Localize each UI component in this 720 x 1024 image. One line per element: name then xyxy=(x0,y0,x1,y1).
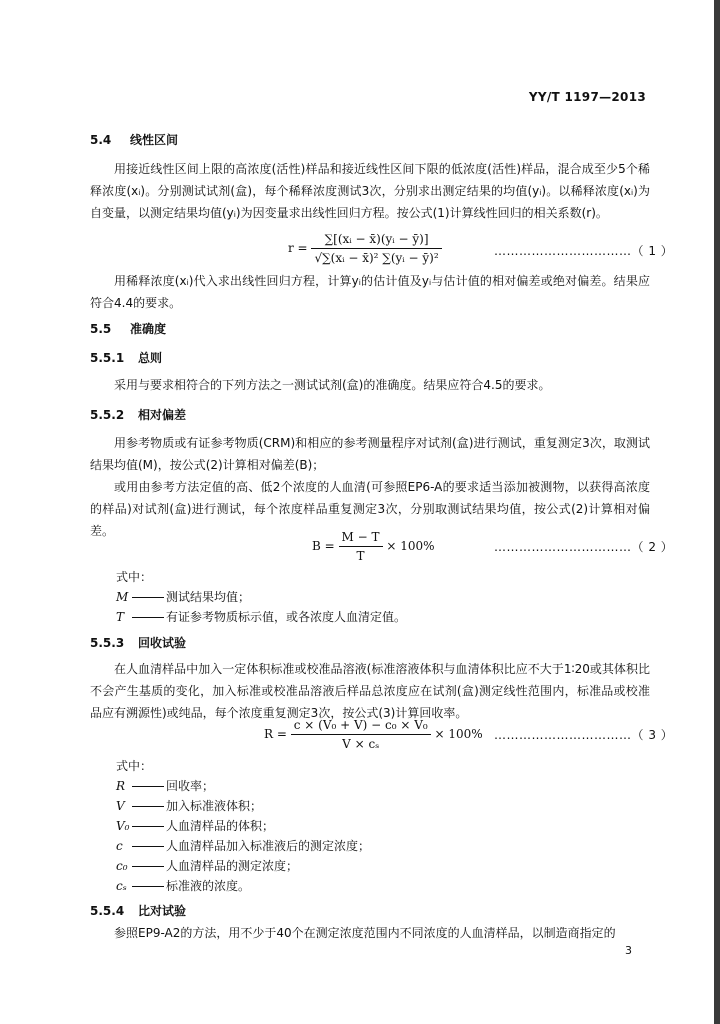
equation-number-1: ……………………………（ 1 ） xyxy=(494,244,674,258)
definition-cs xyxy=(116,877,250,894)
section-5-5-3-paragraph: 在人血清样品中加入一定体积标准或校准品溶液(标准溶液体积与血清体积比应不大于1∶20或其体积比不会产生基质的变化，加入标准或校准品溶液后样品总浓度应在试剂(盒)测定线性范围内，标准品或校准品应有溯源性)或纯品，每个浓度重复测定3次，按公式(3)计算回收率。 xyxy=(90,662,650,720)
section-5-5-heading xyxy=(90,320,166,337)
section-5-5-3-heading xyxy=(90,634,186,651)
where-label-2: 式中： xyxy=(116,570,153,584)
formula-3-denominator: V × cₛ xyxy=(342,737,380,751)
definition-symbol: V xyxy=(116,799,125,813)
section-5-5-2-paragraph-2: 或用由参考方法定值的高、低2个浓度的人血清(可参照EP6-A的要求适当添加被测物，以获得高浓度的样品)对试剂(盒)进行测试，每个浓度样品重复测定3次，分别取测试结果均值，按公式(2)计算相对偏差。 xyxy=(90,480,650,538)
formula-3-fraction xyxy=(291,718,431,751)
section-number: 5.5.3 xyxy=(90,636,125,650)
section-5-5-1-heading xyxy=(90,349,162,366)
formula-1-numerator: ∑[(xᵢ − x̄)(yᵢ − ȳ)] xyxy=(311,232,441,249)
section-5-5-2-heading xyxy=(90,406,186,423)
definition-text: 测试结果均值； xyxy=(166,590,251,604)
formula-1-denominator: √∑(xᵢ − x̄)² ∑(yᵢ − ȳ)² xyxy=(314,251,439,265)
section-title: 总则 xyxy=(138,351,163,365)
definition-symbol: R xyxy=(116,779,126,793)
section-5-5-2-paragraph-1: 用参考物质或有证参考物质(CRM)和相应的参考测量程序对试剂(盒)进行测试，重复测定3次，取测试结果均值(M)，按公式(2)计算相对偏差(B)； xyxy=(90,436,650,472)
formula-3-lhs: R = xyxy=(264,727,287,741)
definition-symbol: V₀ xyxy=(116,819,130,833)
definition-symbol: cₛ xyxy=(116,879,127,893)
section-number: 5.4 xyxy=(90,133,112,147)
definition-symbol: T xyxy=(116,610,125,624)
definition-c xyxy=(116,837,370,854)
definition-text: 有证参考物质标示值，或各浓度人血清定值。 xyxy=(166,610,407,624)
section-5-4-paragraph-1: 用接近线性区间上限的高浓度(活性)样品和接近线性区间下限的低浓度(活性)样品，混合成至少5个稀释浓度(xᵢ)。分别测试试剂(盒)，每个稀释浓度测试3次，分别求出测定结果的均值(yᵢ)。以稀释浓度(xᵢ)为自变量，以测定结果均值(yᵢ)为因变量求出线性回归方程。按公式(1)计算线性回归的相关系数(r)。 xyxy=(90,162,650,220)
section-title: 准确度 xyxy=(130,322,167,336)
document-code: YY/T 1197—2013 xyxy=(528,90,646,104)
definition-text: 人血清样品的体积； xyxy=(166,819,275,833)
formula-1-lhs: r = xyxy=(288,241,308,255)
formula-1-fraction xyxy=(311,232,441,265)
section-5-5-4-heading xyxy=(90,902,186,919)
section-number: 5.5.4 xyxy=(90,904,125,918)
formula-1 xyxy=(288,232,442,265)
definition-M xyxy=(116,588,250,605)
formula-3-rhs: × 100% xyxy=(434,727,483,741)
definition-T xyxy=(116,608,406,625)
formula-2-rhs: × 100% xyxy=(386,539,435,553)
where-label-3: 式中： xyxy=(116,759,153,773)
section-title: 相对偏差 xyxy=(138,408,187,422)
section-number: 5.5.2 xyxy=(90,408,125,422)
section-5-4-heading xyxy=(90,131,178,148)
section-title: 比对试验 xyxy=(138,904,187,918)
definition-R xyxy=(116,777,214,794)
page-number: 3 xyxy=(625,944,632,957)
section-number: 5.5 xyxy=(90,322,112,336)
definition-V0 xyxy=(116,817,274,834)
definition-text: 回收率； xyxy=(166,779,215,793)
formula-2-numerator: M − T xyxy=(339,530,383,547)
formula-3 xyxy=(264,718,483,751)
formula-2-fraction xyxy=(339,530,383,563)
definition-text: 加入标准液体积； xyxy=(166,799,263,813)
section-5-4-paragraph-2: 用稀释浓度(xᵢ)代入求出线性回归方程，计算yᵢ的估计值及yᵢ与估计值的相对偏差或绝对偏差。结果应符合4.4的要求。 xyxy=(90,274,650,310)
section-5-5-1-paragraph: 采用与要求相符合的下列方法之一测试试剂(盒)的准确度。结果应符合4.5的要求。 xyxy=(114,378,551,392)
section-title: 线性区间 xyxy=(130,133,179,147)
definition-c0 xyxy=(116,857,298,874)
section-number: 5.5.1 xyxy=(90,351,125,365)
equation-number-3: ……………………………（ 3 ） xyxy=(494,728,674,742)
definition-symbol: c xyxy=(116,839,123,853)
definition-symbol: c₀ xyxy=(116,859,128,873)
section-5-5-4-paragraph: 参照EP9-A2的方法，用不少于40个在测定浓度范围内不同浓度的人血清样品，以制造商指定的 xyxy=(114,926,616,940)
formula-3-numerator: c × (V₀ + V) − c₀ × V₀ xyxy=(291,718,431,735)
formula-2-lhs: B = xyxy=(312,539,335,553)
formula-2-denominator: T xyxy=(356,549,365,563)
definition-text: 人血清样品的测定浓度； xyxy=(166,859,299,873)
definition-V xyxy=(116,797,262,814)
page-edge-shadow xyxy=(714,0,720,1024)
equation-number-2: ……………………………（ 2 ） xyxy=(494,540,674,554)
formula-2 xyxy=(312,530,435,563)
section-title: 回收试验 xyxy=(138,636,187,650)
definition-text: 人血清样品加入标准液后的测定浓度； xyxy=(166,839,371,853)
definition-text: 标准液的浓度。 xyxy=(166,879,251,893)
definition-symbol: M xyxy=(116,590,129,604)
